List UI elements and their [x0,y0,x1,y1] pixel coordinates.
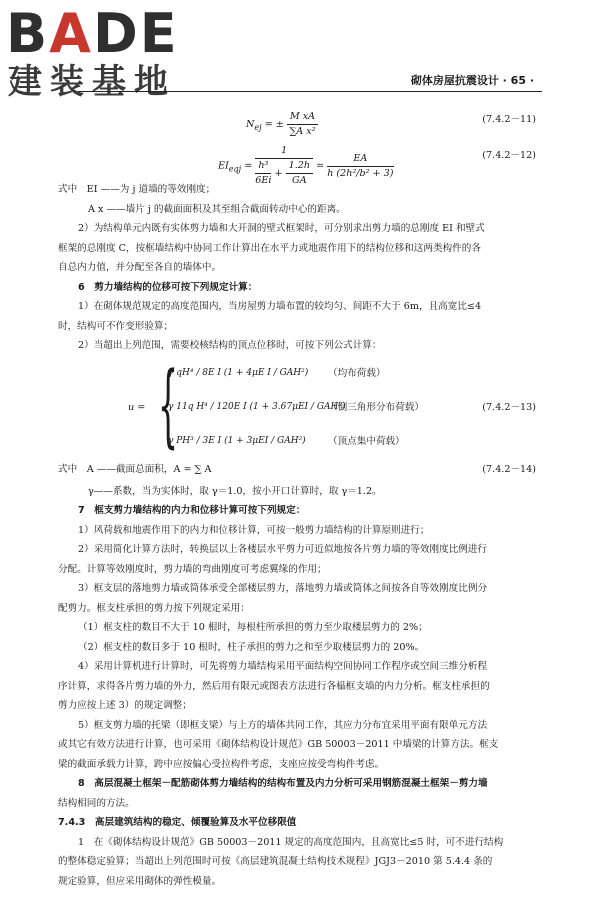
text-line: 分配。计算等效刚度时，剪力墙的弯曲刚度可考虑翼缘的作用； [58,563,327,575]
equation-number: (7.4.2－13) [482,401,536,413]
page-body [58,100,538,891]
text-line: 梁的截面承载力计算，跨中应按偏心受拉构件考虑，支座应按受弯构件考虑。 [58,758,385,770]
text-line: 5）框支剪力墙的托梁（即框支梁）与上方的墙体共同工作，其应力分布宜采用平面有限单元方法 [78,719,488,731]
text-line: γ——系数，当为实体时，取 γ＝1.0，按小开口计算时，取 γ＝1.2。 [88,485,382,497]
text-line: 3）框支层的落地剪力墙或筒体承受全部楼层剪力，落地剪力墙或筒体之间按各自等效刚度比例分 [78,583,488,594]
text-line: 式中 EI ——为 j 道墙的等效刚度； [58,184,216,195]
text-line: 框架的总刚度 C，按框墙结构中协同工作计算出在水平力或地震作用下的结构位移和这两类构件的各 [58,242,481,254]
text-line: 4）采用计算机进行计算时，可先将剪力墙结构采用平面结构空间协同工作程序或空间三维分析程 [78,661,488,672]
text-line: 的整体稳定验算；当超出上列范围时可按《高层建筑混凝土结构技术规程》JGJ3－2010 第 5.4.4 条的 [58,856,493,867]
text-line: 自总内力值，并分配至各自的墙体中。 [58,262,222,273]
equation-7-4-2-11: $N_{ej}$ = ± $\frac{\text{M xA}}{\text{∑A x²}}$ (7.4.2－11) [246,111,536,137]
bade-logo [6,4,236,104]
equation-number: (7.4.2－11) [482,114,536,125]
text-line: A x ——墙片 j 的截面面积及其至组合截面转动中心的距离。 [88,203,346,215]
section-heading: 7 框支剪力墙结构的内力和位移计算可按下列规定： [78,505,306,516]
text-line: 1）风荷载和地震作用下的内力和位移计算，可按一般剪力墙结构的计算原则进行； [78,524,430,536]
text-line: 序计算，求得各片剪力墙的外力，然后用有限元或图表方法进行各榀框支墙的内力分析。框支柱承担的 [58,680,490,692]
section-heading: 7.4.3 高层建筑结构的稳定、倾覆验算及水平位移限值 [58,817,297,828]
text-line: 1 在《砌体结构设计规范》GB 50003－2011 规定的高度范围内，且高宽比≤5 时，可不进行结构 [78,836,504,848]
logo-chinese-text: 建装基地 [8,62,176,102]
left-brace: { [158,352,179,458]
text-line: （2）框支柱的数目多于 10 根时，柱子承担的剪力之和至少取楼层剪力的 20%。 [78,641,425,653]
text-line: （1）框支柱的数目不大于 10 根时，每根柱所承担的剪力至少取楼层剪力的 2%； [78,622,428,633]
logo-latin-text: BADE [6,2,179,65]
text-line: 配剪力。框支柱承担的剪力按下列规定采用： [58,602,250,614]
text-line: 规定验算，但应采用砌体的弹性模量。 [58,875,222,887]
text-line: 或其它有效方法进行计算，也可采用《砌体结构设计规范》GB 50003－2011 中墙梁的计算方法。框支 [58,739,499,750]
section-heading: 6 剪力墙结构的位移可按下列规定计算： [78,281,258,293]
text-line: 2）采用简化计算方法时，转换层以上各楼层水平剪力可近似地按各片剪力墙的等效刚度比例进行 [78,544,488,555]
text-line: 剪力应按上述 3）的规定调整； [58,700,192,711]
equation-7-4-2-14: 式中 A ——截面总面积，A = ∑ A (7.4.2－14) [58,458,538,482]
text-line: 结构相同的方法。 [58,797,135,809]
section-heading: 8 高层混凝土框架－配筋砌体剪力墙结构的结构布置及内力分析可采用钢筋混凝土框架－剪力墙 [78,778,488,789]
header-rule [78,91,542,92]
equation-number: (7.4.2－12) [482,150,536,161]
text-line: 2）为结构单元内既有实体剪力墙和大开洞的壁式框架时，可分别求出剪力墙的总刚度 EI 和壁式 [78,223,485,234]
equation-number: (7.4.2－14) [482,463,536,475]
text-line: 1）在砌体规范规定的高度范围内，当房屋剪力墙布置的较均匀、间距不大于 6m，且高宽比≤4 [78,301,482,312]
equation-7-4-2-13: u = { γ qH⁴ / 8E I (1 + 4μE I / GAH²) γ 11q H⁴ / 120E I (1 + 3.67μEI / GAH²) γ PH³ / 3E I (1 + 3μEI / GAH²) （均布荷载） （倒三角形分布荷载） （顶点集中荷载） (7.4.2－13) [128,352,536,458]
text-line: 时，结构可不作变形验算； [58,320,174,332]
running-header: 砌体房屋抗震设计 · 65 · [410,74,534,87]
equation-7-4-2-12: $EI_{eqj}$ = 1 $\frac{\text{h³}}{6Ei}$ + $\frac{1.2h}{GA}$ = $\frac{EA}{\text{h (2h²/b² + 3)}}$ (7.4.2－12) [218,145,536,186]
text-line: 2）当超出上列范围，需要校核结构的顶点位移时，可按下列公式计算： [78,340,382,351]
